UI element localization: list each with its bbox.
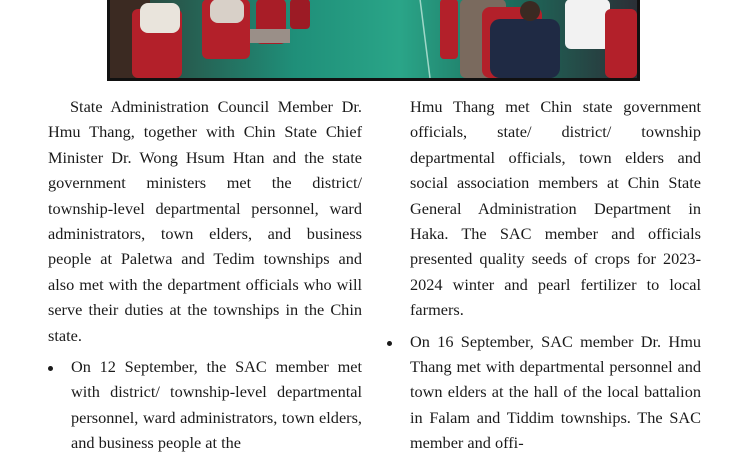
list-item bbox=[410, 329, 701, 456]
list-item bbox=[48, 354, 362, 456]
right-column bbox=[410, 94, 701, 456]
meeting-photo-illustration bbox=[110, 0, 637, 78]
bullet-icon bbox=[387, 341, 392, 346]
bullet-text: On 16 September, SAC member Dr. Hmu Thang met with departmental personnel and town elders at the hall of the local battalion in Falam and Tiddim townships. The SAC member and offi- bbox=[410, 331, 701, 453]
bullet-text: On 12 September, the SAC member met with district/ township-level departmental personnel, ward administrators, town elders, and business people at the bbox=[71, 357, 362, 453]
intro-paragraph: State Administration Council Member Dr. Hmu Thang, together with Chin State Chief Minister Dr. Wong Hsum Htan and the state government ministers met the district/ township-level departmental personnel, ward administrators, town elders, and business people at Paletwa and Tedim townships and also met with the department officials who will serve their duties at the townships in the Chin state. bbox=[48, 97, 362, 345]
bullet-icon bbox=[48, 366, 53, 371]
continued-paragraph: Hmu Thang met Chin state government officials, state/ district/ township departmental officials, town elders and social association members at Chin State General Administration Department in Haka. The SAC member and officials presented quality seeds of crops for 2023-2024 winter and pearl fertilizer to local farmers. bbox=[410, 97, 701, 320]
meeting-photo bbox=[107, 0, 640, 81]
left-column bbox=[48, 94, 362, 456]
